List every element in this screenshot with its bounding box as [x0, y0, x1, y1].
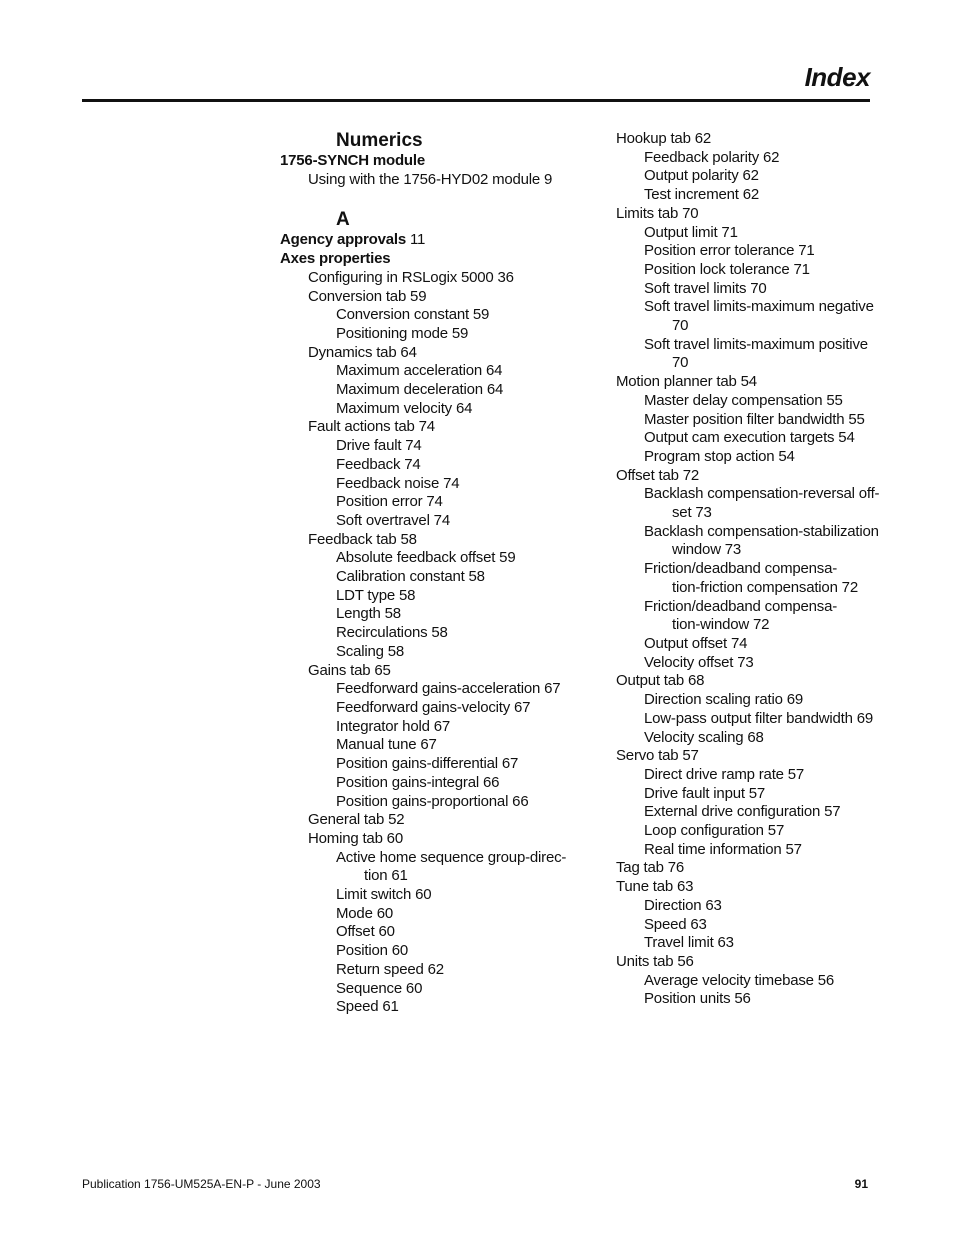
index-entry: Position gains-proportional 66: [336, 792, 529, 810]
index-entry: Offset 60: [336, 923, 395, 941]
index-entry: Sequence 60: [336, 979, 423, 997]
index-entry: Recirculations 58: [336, 624, 448, 642]
index-entry: Master position filter bandwidth 55: [644, 410, 865, 428]
index-entry: Soft travel limits-maximum negative: [644, 298, 874, 316]
index-entry: Mode 60: [336, 904, 393, 922]
index-entry: tion 61: [364, 867, 408, 885]
index-entry-page: 11: [406, 231, 426, 249]
index-entry: Tune tab 63: [616, 878, 694, 896]
index-entry-main: [280, 231, 580, 250]
index-entry: tion-window 72: [672, 616, 770, 634]
index-entry: Backlash compensation-reversal off-: [644, 485, 880, 503]
index-entry: Scaling 58: [336, 642, 405, 660]
index-entry: Units tab 56: [616, 952, 694, 970]
index-entry: Position error 74: [336, 493, 443, 511]
index-entry: Feedback noise 74: [336, 474, 460, 492]
index-entry: Active home sequence group-direc-: [336, 848, 567, 866]
index-entry: set 73: [672, 504, 712, 522]
index-entry: Feedback tab 58: [308, 530, 417, 548]
index-entry: Return speed 62: [336, 960, 444, 978]
index-entry-term: Axes properties: [280, 250, 391, 268]
footer-publication: Publication 1756-UM525A-EN-P - June 2003: [82, 1177, 321, 1191]
index-entry: Position units 56: [644, 990, 751, 1008]
index-entry: Positioning mode 59: [336, 324, 469, 342]
index-entry: Friction/deadband compensa-: [644, 560, 838, 578]
index-entry: Program stop action 54: [644, 447, 795, 465]
index-entry: Low-pass output filter bandwidth 69: [644, 709, 873, 727]
index-entry: Offset tab 72: [616, 466, 700, 484]
index-entry: Using with the 1756-HYD02 module 9: [308, 170, 553, 188]
index-entry: Output offset 74: [644, 634, 748, 652]
index-entry: Limits tab 70: [616, 204, 699, 222]
footer-page-number: 91: [854, 1177, 868, 1191]
index-entry: 70: [672, 354, 689, 372]
index-entry: Speed 63: [644, 915, 707, 933]
index-entry: Position lock tolerance 71: [644, 260, 810, 278]
index-entry: Drive fault input 57: [644, 784, 766, 802]
index-column-right: [616, 130, 880, 1009]
index-entry: Position 60: [336, 942, 409, 960]
index-entry: Master delay compensation 55: [644, 391, 843, 409]
index-entry: Motion planner tab 54: [616, 373, 757, 391]
index-entry: Calibration constant 58: [336, 568, 485, 586]
index-entry: Drive fault 74: [336, 437, 422, 455]
index-entry: Configuring in RSLogix 5000 36: [308, 268, 514, 286]
index-entry: Output polarity 62: [644, 167, 759, 185]
index-entry: Feedforward gains-acceleration 67: [336, 680, 561, 698]
index-entry: Absolute feedback offset 59: [336, 549, 516, 567]
index-entry: Integrator hold 67: [336, 717, 450, 735]
index-entry: Real time information 57: [644, 840, 802, 858]
index-entry: Friction/deadband compensa-: [644, 597, 838, 615]
index-entry: Length 58: [336, 605, 401, 623]
section-heading: A: [336, 209, 350, 231]
index-entry: Position error tolerance 71: [644, 242, 815, 260]
index-column-left: [280, 130, 580, 1017]
index-entry: Limit switch 60: [336, 886, 432, 904]
index-entry: Hookup tab 62: [616, 130, 711, 147]
index-entry: Feedback polarity 62: [644, 148, 780, 166]
index-entry: Output tab 68: [616, 672, 705, 690]
index-entry: Position gains-integral 66: [336, 773, 500, 791]
index-entry: Output cam execution targets 54: [644, 429, 855, 447]
index-entry: Velocity offset 73: [644, 653, 754, 671]
index-entry: Speed 61: [336, 998, 399, 1016]
index-entry: Dynamics tab 64: [308, 343, 417, 361]
index-entry: Fault actions tab 74: [308, 418, 435, 436]
index-entry: Maximum deceleration 64: [336, 381, 504, 399]
section-heading: Numerics: [336, 130, 423, 151]
index-entry: External drive configuration 57: [644, 803, 841, 821]
index-entry-term: 1756-SYNCH module: [280, 152, 425, 169]
index-entry: Output limit 71: [644, 223, 738, 241]
header-rule: [82, 99, 870, 102]
index-entry: Soft travel limits-maximum positive: [644, 335, 868, 353]
index-entry: General tab 52: [308, 811, 405, 829]
index-entry: Tag tab 76: [616, 859, 685, 877]
index-entry: Position gains-differential 67: [336, 755, 519, 773]
index-entry-main: [280, 152, 580, 171]
index-entry: Direction scaling ratio 69: [644, 691, 804, 709]
index-entry: Velocity scaling 68: [644, 728, 764, 746]
index-entry: Gains tab 65: [308, 661, 391, 679]
index-entry: Direction 63: [644, 896, 722, 914]
index-entry: Travel limit 63: [644, 934, 734, 952]
index-entry: Average velocity timebase 56: [644, 971, 835, 989]
index-entry-main: [280, 250, 580, 269]
index-entry: Soft travel limits 70: [644, 279, 767, 297]
section-gap: [280, 189, 580, 209]
index-entry: Maximum acceleration 64: [336, 362, 503, 380]
index-entry: Direct drive ramp rate 57: [644, 765, 805, 783]
index-entry: Soft overtravel 74: [336, 511, 450, 529]
index-entry: window 73: [672, 541, 742, 559]
index-entry: Conversion tab 59: [308, 287, 427, 305]
index-entry: tion-friction compensation 72: [672, 578, 858, 596]
index-entry: Feedback 74: [336, 455, 421, 473]
index-entry-term: Agency approvals: [280, 231, 407, 249]
index-entry: Maximum velocity 64: [336, 399, 473, 417]
index-entry: Feedforward gains-velocity 67: [336, 698, 531, 716]
index-entry: Manual tune 67: [336, 736, 437, 754]
index-entry: Test increment 62: [644, 186, 759, 204]
index-entry: Backlash compensation-stabilization: [644, 522, 879, 540]
index-entry: Servo tab 57: [616, 747, 699, 765]
index-entry: Homing tab 60: [308, 829, 403, 847]
index-entry: 70: [672, 317, 689, 335]
page-title: Index: [804, 62, 870, 92]
index-entry: Conversion constant 59: [336, 306, 490, 324]
index-entry: LDT type 58: [336, 586, 416, 604]
index-entry: Loop configuration 57: [644, 822, 785, 840]
